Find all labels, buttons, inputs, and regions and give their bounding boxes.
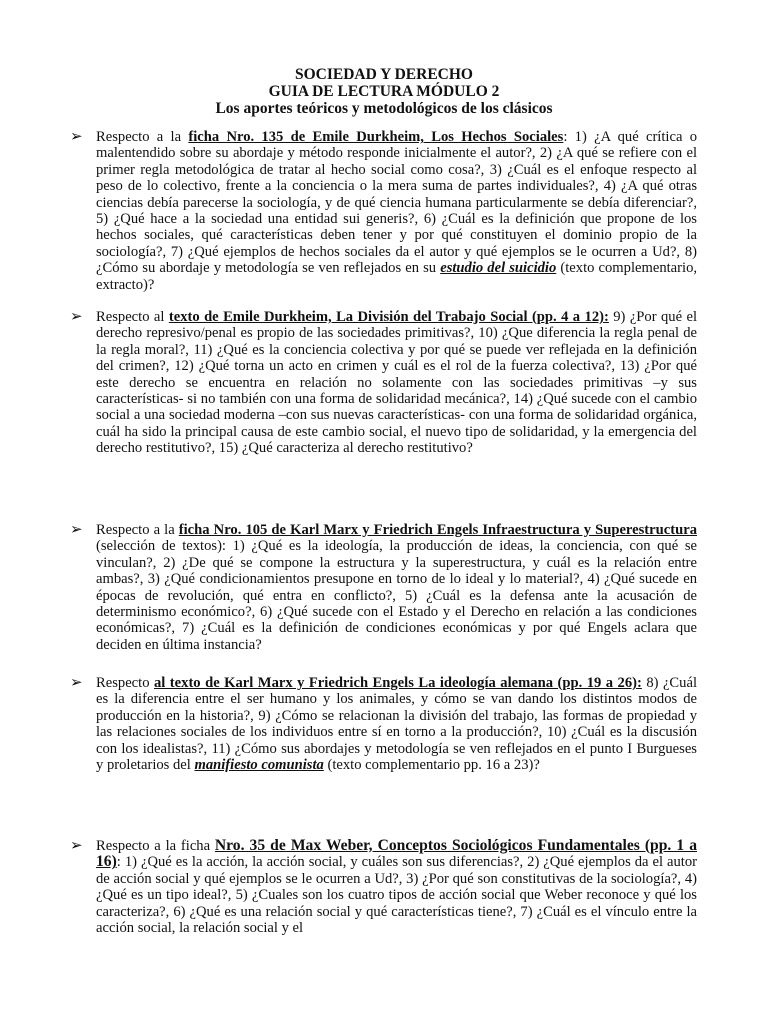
item-intro: Respecto al	[96, 309, 169, 325]
document-header	[0, 66, 768, 117]
reading-item-durkheim-hechos-sociales	[70, 129, 698, 293]
reading-item-marx-engels-ideologia-alemana	[70, 675, 697, 774]
item-questions: : 1) ¿A qué crítica o malentendido sobre su abordaje y método responde inicialmente el autor?, 2) ¿A qué se refiere con el primer regla metodológica de tratar al hecho social como cosa?, 3) ¿Cuál es el enfoque respecto al peso de lo colectivo, frente a la conciencia o la mera suma de partes individuales?, 4) ¿A qué otras ciencias debía parecerse la sociología, y de qué ciencia humana particularmente se debía diferenciar?, 5) ¿Qué hace a la sociedad una entidad sui generis?, 6) ¿Cuál es la definición que propone de los hechos sociales, qué características deben tener y por qué constituyen el dominio propio de la sociología?, 7) ¿Qué ejemplos de hechos sociales da el autor y qué ejemplos se le ocurren a Ud?, 8) ¿Cómo su abordaje y metodología se ven reflejados en su	[96, 129, 697, 277]
item-paragraph	[96, 522, 697, 653]
item-paragraph	[96, 309, 697, 457]
item-reference-title: ficha Nro. 135 de Emile Durkheim, Los Hechos Sociales	[188, 129, 564, 145]
item-intro: Respecto a la ficha	[96, 838, 215, 854]
reading-item-weber-conceptos	[70, 837, 697, 937]
item-reference-title: Nro. 35 de Max Weber, Conceptos Sociológicos Fundamentales (pp. 1 a 16)	[96, 837, 697, 871]
item-questions: 8) ¿Cuál es la diferencia entre el ser humano y los animales, y cómo se van dando los distintos modos de producción en la historia?, 9) ¿Cómo se relacionan la división del trabajo, las formas de propiedad y las relaciones sociales de los individuos entre sí en torno a la producción?, 10) ¿Cuál es la discusión con los idealistas?, 11) ¿Cómo sus abordajes y metodología se ven reflejados en el punto I Burgueses y proletarios del	[96, 675, 697, 774]
arrow-bullet-icon: ➢	[70, 129, 83, 145]
item-questions: (selección de textos): 1) ¿Qué es la ideología, la producción de ideas, la conciencia, con qué se vinculan?, 2) ¿De qué se compone la estructura y la superestructura, y cuál es la relación entre ambas?, 3) ¿Qué condicionamientos presupone en torno de lo ideal y lo material?, 4) ¿Qué sucede en épocas de revolución, qué entra en conflicto?, 5) ¿Cuál es la defensa ante la acusación de determinismo económico?, 6) ¿Qué sucede con el Estado y el Derecho en relación a las condiciones económicas?, 7) ¿Cuál es la definición de condiciones económicas y por qué Engels aclara que deciden en última instancia?	[96, 538, 697, 653]
item-paragraph	[96, 129, 697, 293]
item-intro: Respecto a la	[96, 522, 179, 538]
item-questions-end: (texto complementario, extracto)?	[96, 260, 698, 293]
arrow-bullet-icon: ➢	[70, 309, 83, 325]
item-questions-end: (texto complementario pp. 16 a 23)?	[323, 757, 540, 774]
guide-subtitle: Los aportes teóricos y metodológicos de los clásicos	[215, 100, 553, 117]
item-reference-title: ficha Nro. 105 de Karl Marx y Friedrich Engels Infraestructura y Superestructura	[178, 522, 697, 538]
item-complementary-reference: estudio del suicidio	[440, 260, 557, 277]
guide-title: GUIA DE LECTURA MÓDULO 2	[268, 83, 500, 100]
reading-item-marx-engels-infraestructura	[70, 522, 697, 653]
item-intro: Respecto a la	[96, 129, 189, 145]
item-questions: 9) ¿Por qué el derecho represivo/penal es propio de las sociedades primitivas?, 10) ¿Que diferencia la regla penal de la regla moral?, 11) ¿Qué es la conciencia colectiva y por qué se puede ver reflejada en la definición del crimen?, 12) ¿Qué torna un acto en crimen y cuál es el rol de la fuerza colectiva?, 13) ¿Por qué este derecho se encuentra en relación no solamente con las sociedades primitivas –y sus características- si no también con una forma de solidaridad mecánica?, 14) ¿Qué sucede con el cambio social a una sociedad moderna –con sus nuevas características- con una forma de solidaridad orgánica, cuál ha sido la principal causa de este cambio social, el nuevo tipo de solidaridad, y la emergencia del derecho restitutivo?, 15) ¿Qué caracteriza al derecho restitutivo?	[96, 309, 698, 457]
item-intro: Respecto	[96, 675, 154, 691]
item-paragraph	[96, 838, 697, 936]
arrow-bullet-icon: ➢	[70, 522, 83, 538]
reading-item-durkheim-division-trabajo	[70, 309, 698, 457]
item-complementary-reference: manifiesto comunista	[194, 757, 324, 774]
item-reference-title: texto de Emile Durkheim, La División del Trabajo Social (pp. 4 a 12):	[168, 309, 609, 325]
item-questions: : 1) ¿Qué es la acción, la acción social, y cuáles son sus diferencias?, 2) ¿Qué ejemplos da el autor de acción social y qué ejemplos se le ocurren a Ud?, 3) ¿Por qué son constitutivas de la sociología?, 4) ¿Qué es un tipo ideal?, 5) ¿Cuales son los cuatro tipos de acción social que Weber reconoce y qué los caracteriza?, 6) ¿Qué es una relación social y qué características tiene?, 7) ¿Cuál es el vínculo entre la acción social, la relación social y el	[96, 854, 697, 937]
arrow-bullet-icon: ➢	[70, 675, 83, 691]
item-reference-title: al texto de Karl Marx y Friedrich Engels La ideología alemana (pp. 19 a 26):	[153, 675, 642, 691]
course-title: SOCIEDAD Y DERECHO	[295, 66, 473, 83]
arrow-bullet-icon: ➢	[70, 838, 83, 854]
item-paragraph	[96, 675, 697, 773]
